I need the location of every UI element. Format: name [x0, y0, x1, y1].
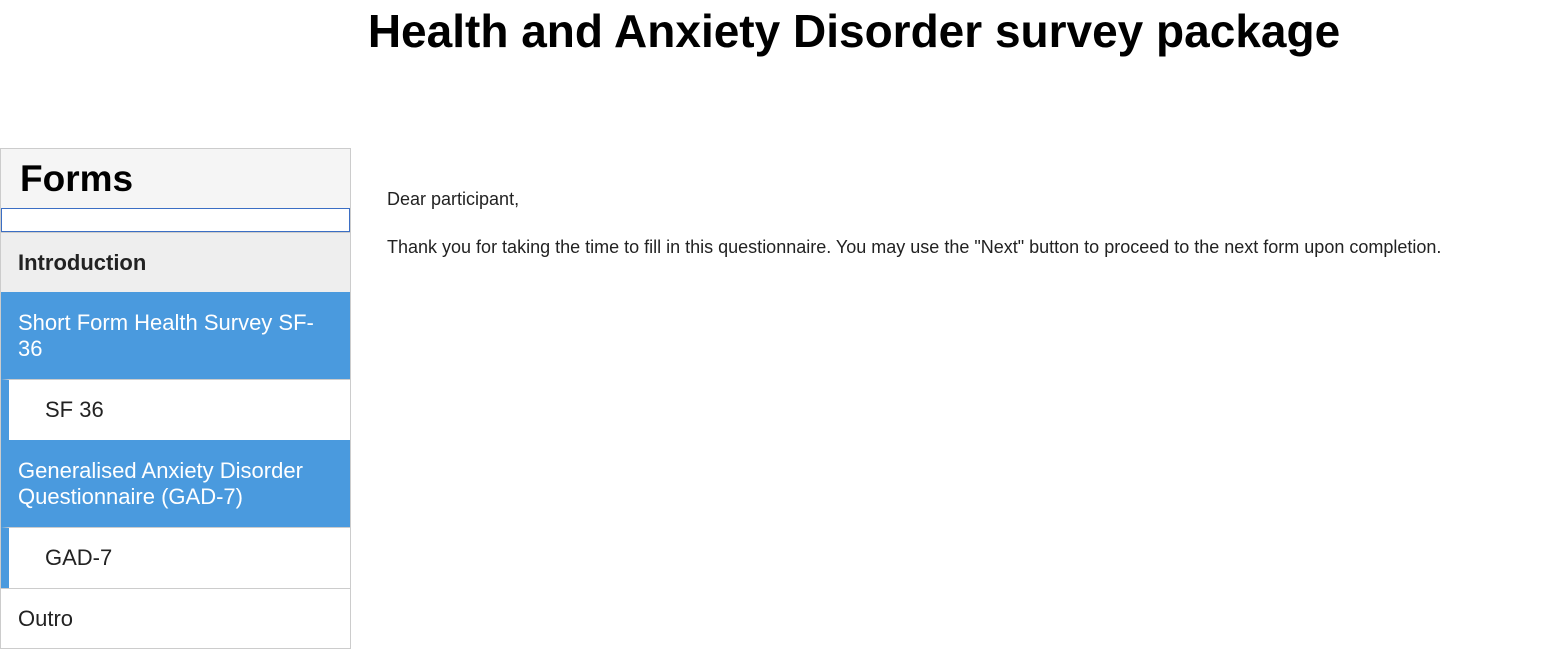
sidebar-item-label: Generalised Anxiety Disorder Questionnaire (GAD-7)	[18, 458, 303, 509]
sidebar-item-label: Outro	[18, 605, 74, 631]
sidebar-section-gad7[interactable]	[1, 440, 350, 527]
instructions-text: Thank you for taking the time to fill in this questionnaire. You may use the "Next" button to proceed to the next form upon completion.	[387, 237, 1442, 257]
sidebar-item-gad7[interactable]	[1, 527, 350, 588]
sidebar-item-outro[interactable]	[1, 588, 350, 649]
greeting-text: Dear participant,	[387, 189, 520, 209]
sidebar-item-label: Introduction	[18, 249, 147, 275]
sidebar-search-input[interactable]	[1, 208, 350, 232]
sidebar-section-sf36[interactable]	[1, 292, 350, 379]
sidebar-item-sf36[interactable]	[1, 379, 350, 440]
sidebar-header: Forms	[1, 149, 350, 208]
page-title: Health and Anxiety Disorder survey package	[367, 5, 1341, 57]
sidebar-item-label: GAD-7	[45, 545, 113, 570]
forms-sidebar	[0, 148, 351, 649]
sidebar-item-introduction[interactable]	[1, 232, 350, 292]
form-content	[387, 186, 1547, 260]
sidebar-item-label: Short Form Health Survey SF-36	[18, 310, 314, 361]
sidebar-item-label: SF 36	[45, 397, 104, 422]
